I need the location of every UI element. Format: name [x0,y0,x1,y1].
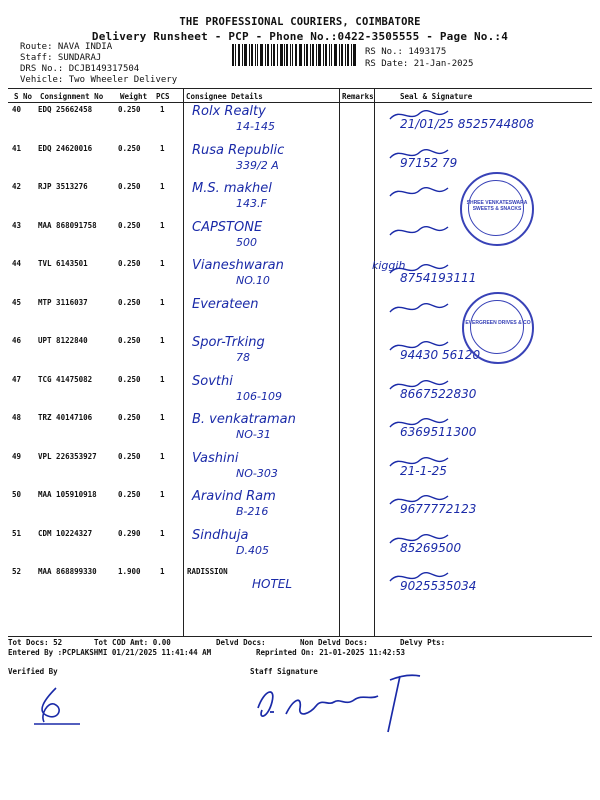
row-signature-scribble [386,567,456,587]
row-sno: 47 [12,374,22,384]
row-consignee-name: Sindhuja [192,527,249,543]
row-consignee-name: Vianeshwaran [192,258,284,273]
row-sno: 43 [12,220,22,230]
col-remarks: Remarks [342,92,374,101]
row-consignee-detail: D.405 [236,543,269,557]
row-pcs: 1 [160,182,165,191]
row-pcs: 1 [160,567,165,576]
company-title: THE PROFESSIONAL COURIERS, COIMBATORE [179,16,421,28]
row-consignee-name: Sovthi [192,373,233,389]
tot-cod: Tot COD Amt: 0.00 [94,638,171,647]
row-pcs: 1 [160,490,165,499]
row-pcs: 1 [160,220,165,230]
row-consignee-name: Spor-Trking [192,335,265,350]
row-signature: 94430 56120 [400,348,481,362]
row-consignee-detail: NO-31 [236,428,271,441]
row-consignee-detail: NO.10 [236,274,270,287]
row-weight: 0.250 [118,143,141,153]
row-signature-scribble [386,529,456,549]
row-weight: 0.250 [118,336,141,345]
row-pcs: 1 [160,374,165,384]
row-pcs: 1 [160,413,165,422]
table-top-rule [8,88,592,89]
row-consignment-no: MAA 105910918 [38,490,97,499]
row-signature: 8667522830 [400,386,477,401]
row-consignee-detail: 500 [236,235,257,249]
row-signature-scribble [386,336,456,356]
row-weight: 0.250 [118,374,141,384]
row-consignee-detail: HOTEL [252,577,293,591]
row-signature: 21-1-25 [400,463,447,478]
row-signature: 8754193111 [400,271,477,285]
table-header-rule [8,102,592,103]
row-sno: 44 [12,259,22,268]
row-sno: 51 [12,528,22,538]
staff-signature [250,670,440,740]
row-consignee-name: M.S. makhel [192,181,272,196]
row-consignee-detail: B-216 [236,505,269,518]
col-rule-signature [374,88,375,636]
row-sno: 41 [12,143,22,153]
row-sno: 45 [12,297,22,307]
staff: Staff: SUNDARAJ [20,53,102,63]
row-consignee-name: CAPSTONE [192,219,263,235]
barcode [232,44,356,66]
runsheet-subtitle: Delivery Runsheet - PCP - Phone No.:0422-3505555 - Page No.:4 [91,30,509,43]
row-consignee-name: B. venkatraman [192,412,296,427]
row-pcs: 1 [160,297,165,307]
table-bottom-rule [8,636,592,637]
row-consignee-name: Rolx Realty [192,104,266,119]
tot-docs: Tot Docs: 52 [8,638,63,647]
col-consignment: Consignment No [40,92,104,101]
row-pcs: 1 [160,105,165,114]
row-weight: 0.250 [118,490,141,499]
row-sno: 49 [12,451,22,461]
row-weight: 0.250 [118,182,141,191]
row-signature: 85269500 [400,540,462,555]
row-consignment-no: VPL 226353927 [38,451,97,461]
col-consignee: Consignee Details [186,92,263,101]
row-pcs: 1 [160,528,165,538]
row-signature-scribble [386,413,456,433]
row-consignee-name: Vashini [192,450,239,466]
row-signature: 9025535034 [400,579,477,593]
row-sno: 40 [12,105,22,114]
row-consignment-no: TVL 6143501 [38,259,88,268]
row-signature: 97152 79 [400,155,458,170]
col-sno: S No [14,92,33,101]
row-signature-scribble [386,452,456,472]
col-weight: Weight [120,92,148,101]
col-rule-remarks [339,88,340,636]
row-signature-scribble [386,490,456,510]
row-consignee-detail: 14-145 [236,120,275,133]
shop-stamp-2 [462,292,534,364]
row-signature-scribble [386,375,456,395]
row-signature-scribble [386,182,456,202]
row-weight: 0.250 [118,297,141,307]
staff-signature-label: Staff Signature [250,667,318,676]
shop-stamp-1 [460,172,534,246]
non-delvd-docs: Non Delvd Docs: [300,638,368,647]
rs-date: RS Date: 21-Jan-2025 [365,59,474,69]
row-signature-scribble [386,144,456,164]
row-signature-scribble [386,298,456,318]
row-signature-scribble [386,259,456,279]
row-consignment-no: TCG 41475082 [38,374,93,384]
row-consignee-detail: 143.F [236,197,267,210]
row-consignment-no: MTP 3116037 [38,297,88,307]
row-pcs: 1 [160,259,165,268]
row-sno: 46 [12,336,22,345]
verifier-signature [26,680,86,730]
row-signature: 6369511300 [400,425,477,439]
row-signature-scribble [386,221,456,241]
col-pcs: PCS [156,92,170,101]
delvy-pts: Delvy Pts: [400,638,446,647]
row-pcs: 1 [160,451,165,461]
drs-number: DRS No.: DCJB149317504 [20,64,140,74]
row-weight: 0.250 [118,105,141,114]
col-seal-signature: Seal & Signature [400,92,473,101]
row-weight: 0.250 [118,259,141,268]
row-consignee-detail: 106-109 [236,389,282,403]
reprinted-on: Reprinted On: 21-01-2025 11:42:53 [256,648,406,657]
row-pcs: 1 [160,143,165,153]
row-signature: 21/01/25 8525744808 [400,117,535,131]
row-sno: 50 [12,490,22,499]
row-sno: 52 [12,567,22,576]
row-consignee-detail: NO-303 [236,466,278,480]
row-weight: 0.250 [118,451,141,461]
delvd-docs: Delvd Docs: [216,638,266,647]
stamp-2-text: EVERGREEN DRIVES & CO [465,320,531,326]
row-consignee-name: Everateen [192,296,259,312]
row-consignee-name: Rusa Republic [192,142,285,158]
row-consignment-no: RJP 3513276 [38,182,88,191]
row-weight: 0.290 [118,528,141,538]
row-weight: 0.250 [118,413,141,422]
row-consignee-name: Aravind Ram [192,489,276,504]
row-pcs: 1 [160,336,165,345]
rs-number: RS No.: 1493175 [365,47,447,57]
stamp-1-text: SHREE VENKATESWARA SWEETS & SNACKS [466,200,528,212]
row-consignment-no: UPT 8122840 [38,336,88,345]
route: Route: NAVA INDIA [20,42,113,52]
row-signature-scribble [386,105,456,125]
row-consignee-detail: 78 [236,351,250,364]
row-consignment-no: CDM 10224327 [38,528,93,538]
verified-by-label: Verified By [8,667,58,676]
row-sno: 42 [12,182,22,191]
row-sno: 48 [12,413,22,422]
row-consignee-detail: 339/2 A [236,158,279,172]
row-consignment-no: MAA 868091758 [38,220,97,230]
vehicle: Vehicle: Two Wheeler Delivery [20,75,178,85]
row-signature: 9677772123 [400,502,477,516]
entered-by: Entered By :PCPLAKSHMI 01/21/2025 11:41:44 AM [8,648,212,657]
row-consignment-no: TRZ 40147106 [38,413,93,422]
col-rule-consignee [183,88,184,636]
row-remarks: kiggih [372,259,406,272]
row-weight: 1.900 [118,567,141,576]
row-weight: 0.250 [118,220,141,230]
row-consignment-no: MAA 868899330 [38,567,97,576]
row-consignee-name: RADISSION [187,567,228,576]
row-consignment-no: EDQ 25662458 [38,105,93,114]
row-consignment-no: EDQ 24620016 [38,143,93,153]
